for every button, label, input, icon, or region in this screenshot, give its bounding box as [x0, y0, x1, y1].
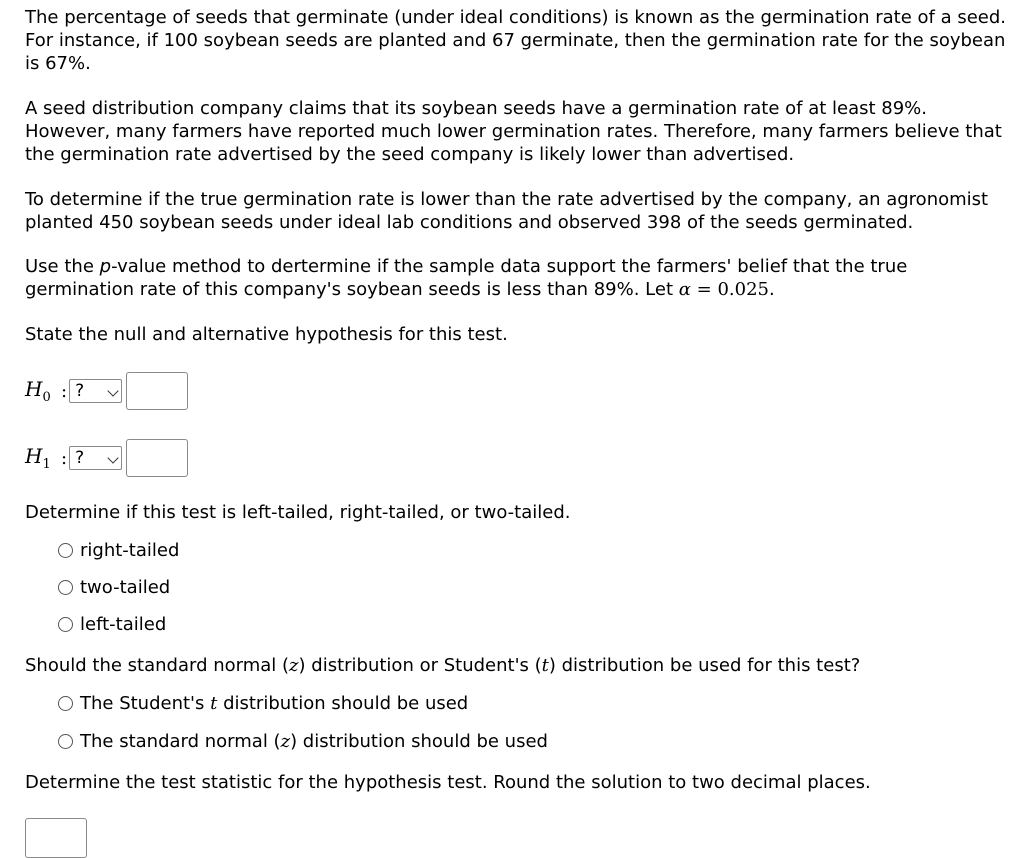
- null-hypothesis-select-value: ?: [75, 381, 85, 401]
- radio-button[interactable]: [58, 580, 73, 595]
- null-hypothesis-value-input[interactable]: [126, 372, 188, 410]
- method-paragraph: [25, 255, 1010, 301]
- radio-button[interactable]: [58, 617, 73, 632]
- method-text-end: .: [768, 279, 775, 300]
- tail-option-right-label: right-tailed: [80, 539, 180, 561]
- intro-paragraph: The percentage of seeds that germinate (under ideal conditions) is known as the germination rate of a seed. For instance, if 100 soybean seeds are planted and 67 germinate, then the germination rate for the soybean is 67%.: [25, 7, 1006, 74]
- distribution-option-z[interactable]: [58, 729, 548, 753]
- null-hypothesis-operator-select[interactable]: [69, 379, 122, 403]
- null-hypothesis-row: [25, 371, 188, 411]
- test-statistic-prompt: Determine the test statistic for the hypothesis test. Round the solution to two decimal places.: [25, 772, 871, 793]
- radio-button[interactable]: [58, 543, 73, 558]
- tail-option-right[interactable]: [58, 538, 179, 562]
- tail-prompt: Determine if this test is left-tailed, right-tailed, or two-tailed.: [25, 502, 571, 523]
- p-symbol: p: [99, 256, 112, 277]
- method-text-a: Use the: [25, 256, 100, 277]
- z-symbol: z: [289, 655, 299, 676]
- radio-button[interactable]: [58, 696, 73, 711]
- tail-option-two-label: two-tailed: [80, 576, 171, 598]
- radio-button[interactable]: [58, 734, 73, 749]
- tail-option-left-label: left-tailed: [80, 613, 167, 635]
- chevron-down-icon: [107, 385, 118, 396]
- hypothesis-prompt: State the null and alternative hypothesis for this test.: [25, 324, 508, 345]
- distribution-option-z-label: The standard normal (z) distribution should be used: [80, 730, 548, 752]
- method-text-b: -value method to dertermine if the sample data support the farmers' belief that the true germination rate of this company's soybean seeds is less than 89%. Let: [25, 256, 908, 300]
- distribution-prompt: Should the standard normal (z) distribution or Student's (t) distribution be used for this test?: [25, 655, 861, 676]
- alternative-hypothesis-select-value: ?: [75, 448, 85, 468]
- alternative-hypothesis-label: $H_1$: [25, 444, 51, 472]
- claim-paragraph: A seed distribution company claims that its soybean seeds have a germination rate of at least 89%. However, many farmers have reported much lower germination rates. Therefore, many farmers believe that the germination rate advertised by the seed company is likely lower than advertised.: [25, 98, 1002, 165]
- experiment-paragraph: To determine if the true germination rate is lower than the rate advertised by the company, an agronomist planted 450 soybean seeds under ideal lab conditions and observed 398 of the seeds germinated.: [25, 189, 989, 233]
- tail-option-left[interactable]: [58, 612, 166, 636]
- alternative-hypothesis-row: [25, 438, 188, 478]
- t-symbol: t: [541, 655, 549, 676]
- equals-sign: =: [690, 279, 718, 300]
- null-hypothesis-label: $H_0$: [25, 377, 51, 405]
- distribution-option-t-label: The Student's t distribution should be used: [80, 692, 469, 714]
- chevron-down-icon: [107, 452, 118, 463]
- alternative-hypothesis-operator-select[interactable]: [69, 446, 122, 470]
- distribution-option-t[interactable]: [58, 691, 468, 715]
- alternative-hypothesis-value-input[interactable]: [126, 439, 188, 477]
- null-hypothesis-colon: :: [61, 380, 68, 402]
- alternative-hypothesis-colon: :: [61, 447, 68, 469]
- tail-option-two[interactable]: [58, 575, 170, 599]
- test-statistic-input[interactable]: [25, 818, 87, 858]
- alpha-value: 0.025: [717, 279, 769, 300]
- alpha-symbol: α: [678, 279, 691, 300]
